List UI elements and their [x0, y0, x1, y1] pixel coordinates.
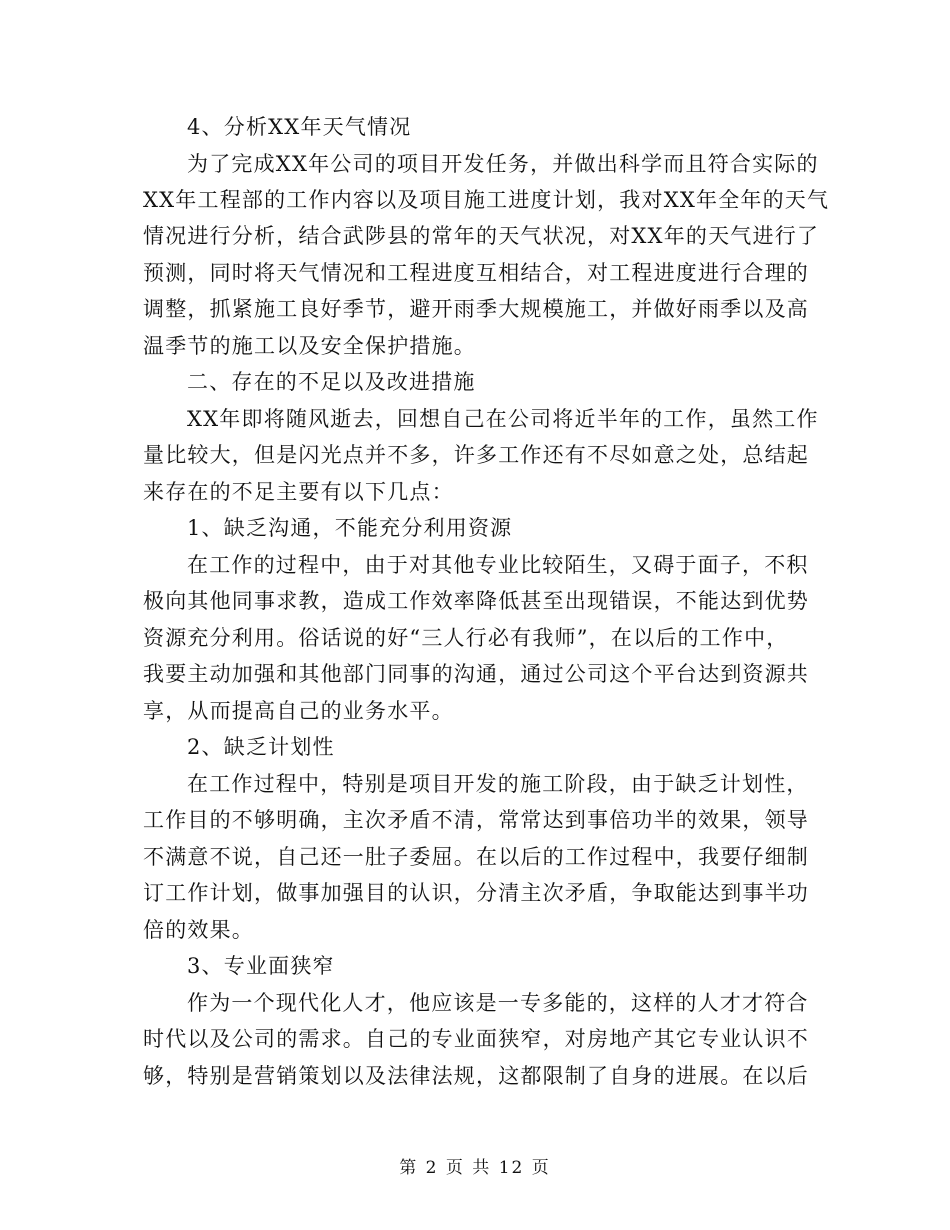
text-line: 极向其他同事求教，造成工作效率降低甚至出现错误，不能达到优势	[143, 589, 809, 613]
text-line: 作为一个现代化人才，他应该是一专多能的，这样的人才才符合	[187, 991, 809, 1015]
subheading: 1、缺乏沟通，不能充分利用资源	[187, 516, 513, 540]
text-line: 订工作计划，做事加强目的认识，分清主次矛盾，争取能达到事半功	[143, 881, 809, 905]
section-heading: 二、存在的不足以及改进措施	[187, 370, 476, 394]
text-line: 情况进行分析，结合武陟县的常年的天气状况，对XX年的天气进行了	[143, 224, 820, 248]
text-line: 够，特别是营销策划以及法律法规，这都限制了自身的进展。在以后	[143, 1064, 809, 1088]
subheading: 3、专业面狭窄	[187, 954, 335, 978]
text-line: 不满意不说，自己还一肚子委屈。在以后的工作过程中，我要仔细制	[143, 845, 809, 869]
text-line: 享，从而提高自己的业务水平。	[143, 699, 454, 723]
text-line: 工作目的不够明确，主次矛盾不清，常常达到事倍功半的效果，领导	[143, 808, 809, 832]
text-line: 调整，抓紧施工良好季节，避开雨季大规模施工，并做好雨季以及高	[143, 297, 809, 321]
text-line: 量比较大，但是闪光点并不多，许多工作还有不尽如意之处，总结起	[143, 443, 809, 467]
text-line: XX年工程部的工作内容以及项目施工进度计划，我对XX年全年的天气	[143, 188, 830, 212]
text-line: 温季节的施工以及安全保护措施。	[143, 334, 476, 358]
text-line: 时代以及公司的需求。自己的专业面狭窄，对房地产其它专业认识不	[143, 1027, 809, 1051]
subheading: 2、缺乏计划性	[187, 735, 335, 759]
text-line: 倍的效果。	[143, 918, 254, 942]
text-line: 我要主动加强和其他部门同事的沟通，通过公司这个平台达到资源共	[143, 662, 809, 686]
page-number-footer: 第 2 页 共 12 页	[399, 1158, 551, 1178]
text-line: 来存在的不足主要有以下几点：	[143, 480, 454, 504]
text-line: 资源充分利用。俗话说的好“三人行必有我师”，在以后的工作中，	[143, 626, 789, 650]
text-line: 为了完成XX年公司的项目开发任务，并做出科学而且符合实际的	[187, 152, 819, 176]
text-line: 在工作的过程中，由于对其他专业比较陌生，又碍于面子，不积	[187, 553, 809, 577]
text-line: 在工作过程中，特别是项目开发的施工阶段，由于缺乏计划性，	[187, 772, 809, 796]
text-line: 预测，同时将天气情况和工程进度互相结合，对工程进度进行合理的	[143, 261, 809, 285]
text-line: 4、分析XX年天气情况	[187, 115, 412, 139]
text-line: XX年即将随风逝去，回想自己在公司将近半年的工作，虽然工作	[187, 407, 819, 431]
